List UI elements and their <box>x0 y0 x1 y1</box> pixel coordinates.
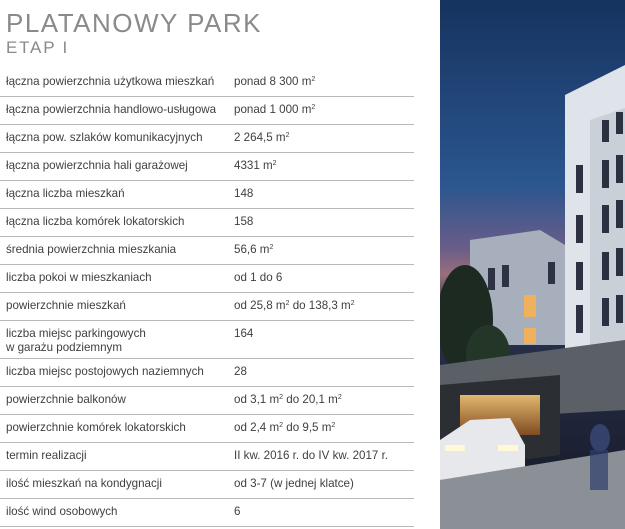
unit-superscript: 2 <box>331 422 336 429</box>
spec-value <box>234 393 342 407</box>
spec-value-text: ponad 1 000 m <box>234 103 312 116</box>
spec-label: łączna powierzchnia użytkowa mieszkań <box>6 75 215 88</box>
spec-value-text: 164 <box>234 327 254 340</box>
spec-row <box>0 265 414 293</box>
spec-label: powierzchnie balkonów <box>6 393 126 406</box>
spec-value <box>234 299 355 313</box>
spec-label: powierzchnie mieszkań <box>6 299 126 312</box>
spec-label: liczba miejsc postojowych naziemnych <box>6 365 204 378</box>
spec-value-text: II kw. 2016 r. do IV kw. 2017 r. <box>234 449 389 462</box>
spec-label: ilość wind osobowych <box>6 505 118 518</box>
page-title: PLATANOWY PARK <box>6 8 263 38</box>
spec-label: liczba pokoi w mieszkaniach <box>6 271 152 284</box>
spec-value <box>234 103 315 117</box>
spec-value <box>234 505 240 519</box>
spec-value <box>234 271 282 285</box>
spec-row <box>0 293 414 321</box>
spec-value <box>234 421 335 435</box>
spec-value-text: 28 <box>234 365 247 378</box>
unit-superscript: 2 <box>311 104 316 111</box>
spec-row <box>0 415 414 443</box>
spec-value <box>234 215 253 229</box>
building-night-illustration <box>440 0 625 529</box>
unit-superscript: 2 <box>272 160 277 167</box>
spec-row <box>0 97 414 125</box>
spec-label: powierzchnie komórek lokatorskich <box>6 421 186 434</box>
spec-value-text: od 2,4 m <box>234 421 280 434</box>
spec-label: łączna liczba mieszkań <box>6 187 125 200</box>
spec-row <box>0 471 414 499</box>
spec-row <box>0 69 414 97</box>
spec-label: łączna liczba komórek lokatorskich <box>6 215 185 228</box>
spec-row <box>0 125 414 153</box>
unit-superscript: 2 <box>337 394 342 401</box>
spec-value <box>234 327 253 341</box>
spec-row <box>0 359 414 387</box>
spec-value <box>234 159 277 173</box>
spec-value <box>234 243 273 257</box>
unit-superscript: 2 <box>285 300 290 307</box>
spec-row <box>0 209 414 237</box>
spec-value-text: 2 264,5 m <box>234 131 286 144</box>
spec-value-text: od 1 do 6 <box>234 271 283 284</box>
spec-value-text: od 25,8 m <box>234 299 286 312</box>
spec-row <box>0 237 414 265</box>
spec-value-text: 6 <box>234 505 241 518</box>
spec-value-text: ponad 8 300 m <box>234 75 312 88</box>
spec-value-text: od 3,1 m <box>234 393 280 406</box>
spec-value <box>234 449 388 463</box>
spec-row <box>0 443 414 471</box>
spec-row <box>0 387 414 415</box>
spec-label: łączna powierzchnia hali garażowej <box>6 159 188 172</box>
spec-row <box>0 181 414 209</box>
spec-value-text: do 9,5 m <box>283 421 332 434</box>
spec-value-text: do 138,3 m <box>289 299 351 312</box>
spec-label: termin realizacji <box>6 449 87 462</box>
spec-value-text: 148 <box>234 187 254 200</box>
spec-label: łączna pow. szlaków komunikacyjnych <box>6 131 203 144</box>
page-subtitle: ETAP I <box>6 38 70 57</box>
spec-label: łączna powierzchnia handlowo-usługowa <box>6 103 217 116</box>
building-photo <box>440 0 625 529</box>
spec-row <box>0 321 414 359</box>
spec-value-text: do 20,1 m <box>283 393 338 406</box>
unit-superscript: 2 <box>279 422 284 429</box>
spec-label: ilość mieszkań na kondygnacji <box>6 477 162 490</box>
spec-value-text: od 3-7 (w jednej klatce) <box>234 477 354 490</box>
spec-table <box>0 69 414 527</box>
spec-label: średnia powierzchnia mieszkania <box>6 243 177 256</box>
unit-superscript: 2 <box>311 76 316 83</box>
unit-superscript: 2 <box>279 394 284 401</box>
unit-superscript: 2 <box>285 132 290 139</box>
spec-value-text: 158 <box>234 215 254 228</box>
spec-value <box>234 187 253 201</box>
spec-row <box>0 499 414 527</box>
spec-value-text: 56,6 m <box>234 243 270 256</box>
spec-value-text: 4331 m <box>234 159 273 172</box>
spec-row <box>0 153 414 181</box>
unit-superscript: 2 <box>350 300 355 307</box>
spec-value <box>234 131 289 145</box>
spec-label: liczba miejsc parkingowych w garażu podziemnym <box>6 327 146 354</box>
spec-value <box>234 75 315 89</box>
spec-value <box>234 477 354 491</box>
spec-value <box>234 365 247 379</box>
unit-superscript: 2 <box>269 244 274 251</box>
